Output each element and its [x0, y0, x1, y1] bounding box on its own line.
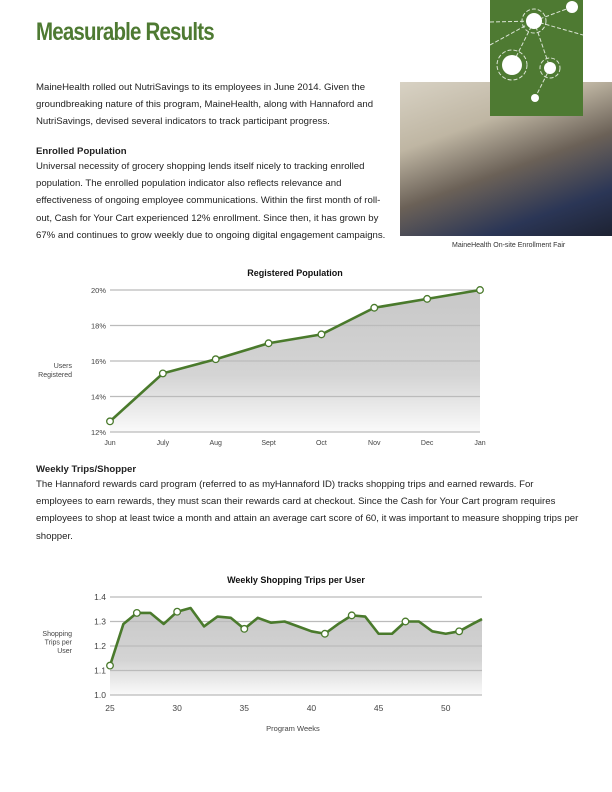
y-tick-label: 12%	[90, 428, 106, 437]
network-icon	[490, 0, 583, 116]
data-point	[174, 608, 181, 615]
data-point	[371, 304, 378, 311]
x-tick-label: Oct	[315, 440, 327, 447]
x-tick-label: Sept	[261, 440, 276, 447]
data-point	[424, 296, 431, 303]
chart-title: Weekly Shopping Trips per User	[227, 575, 365, 585]
y-axis-label: Shopping Trips per User	[42, 631, 72, 655]
x-tick-label: July	[156, 440, 170, 447]
photo-caption: MaineHealth On-site Enrollment Fair	[452, 242, 566, 249]
data-point	[322, 630, 329, 637]
data-point	[265, 340, 272, 347]
y-tick-label: 18%	[90, 321, 106, 331]
network-graphic-overlay	[490, 0, 583, 116]
section-heading-enrolled: Enrolled Population	[36, 146, 127, 157]
x-tick-label: 35	[239, 703, 250, 713]
y-tick-label: 1.1	[94, 665, 106, 676]
page-title: Measurable Results	[36, 18, 214, 46]
chart-title: Registered Population	[247, 268, 343, 278]
data-point	[477, 287, 484, 294]
y-tick-label: 1.2	[94, 641, 106, 651]
x-tick-label: 45	[373, 703, 384, 713]
section-heading-trips: Weekly Trips/Shopper	[36, 464, 137, 475]
y-tick-label: 1.4	[94, 592, 106, 602]
data-point	[212, 356, 219, 363]
enrolled-paragraph: Universal necessity of grocery shopping lends itself nicely to tracking enrolled population. The enrolled population indicator also reflects relevance and effectiveness of ongoing employee communications. Within the first month of roll-out, Cash for Your Cart experienced 12% enrollment. Since then, it has grown by 67% and continues to grow weekly due to ongoing digital engagement campaigns.	[36, 161, 386, 241]
y-tick-label: 16%	[90, 357, 106, 366]
intro-paragraph: MaineHealth rolled out NutriSavings to its employees in June 2014. Given the groundbreaking nature of this program, MaineHealth, along with Hannaford and NutriSavings, devised several indicators to track participant progress.	[36, 82, 374, 128]
x-tick-label: 50	[441, 703, 451, 713]
y-axis-label: Users Registered	[38, 363, 72, 379]
data-point	[241, 626, 248, 633]
data-point	[348, 612, 355, 619]
x-tick-label: 40	[306, 703, 317, 713]
x-tick-label: 25	[105, 703, 115, 713]
data-point	[107, 418, 114, 425]
data-point	[134, 610, 141, 617]
trips-paragraph: The Hannaford rewards card program (referred to as myHannaford ID) tracks shopping trips and earned rewards. For employees to earn rewards, they must scan their rewards card at checkout. Since the Cash for Your Cart program requires employees to shop at least twice a month and attain an average cart score of 60, it was important to measure shopping trips per shopper.	[36, 479, 579, 542]
x-tick-label: Dec	[420, 440, 434, 447]
x-tick-label: Nov	[368, 440, 381, 447]
data-point	[402, 618, 409, 625]
registered-population-chart	[0, 255, 612, 455]
y-tick-label: 1.3	[94, 616, 106, 627]
data-point	[160, 370, 167, 377]
y-tick-label: 14%	[90, 392, 106, 402]
data-point	[107, 662, 114, 669]
data-point	[318, 331, 325, 338]
x-axis-label: Program Weeks	[266, 724, 320, 733]
weekly-trips-chart	[0, 560, 612, 740]
x-tick-label: Aug	[209, 440, 222, 447]
y-tick-label: 20%	[90, 286, 106, 295]
x-tick-label: Jun	[104, 440, 116, 447]
x-tick-label: Jan	[474, 440, 486, 447]
y-tick-label: 1.0	[94, 690, 106, 700]
data-point	[456, 628, 463, 635]
x-tick-label: 30	[172, 703, 182, 713]
